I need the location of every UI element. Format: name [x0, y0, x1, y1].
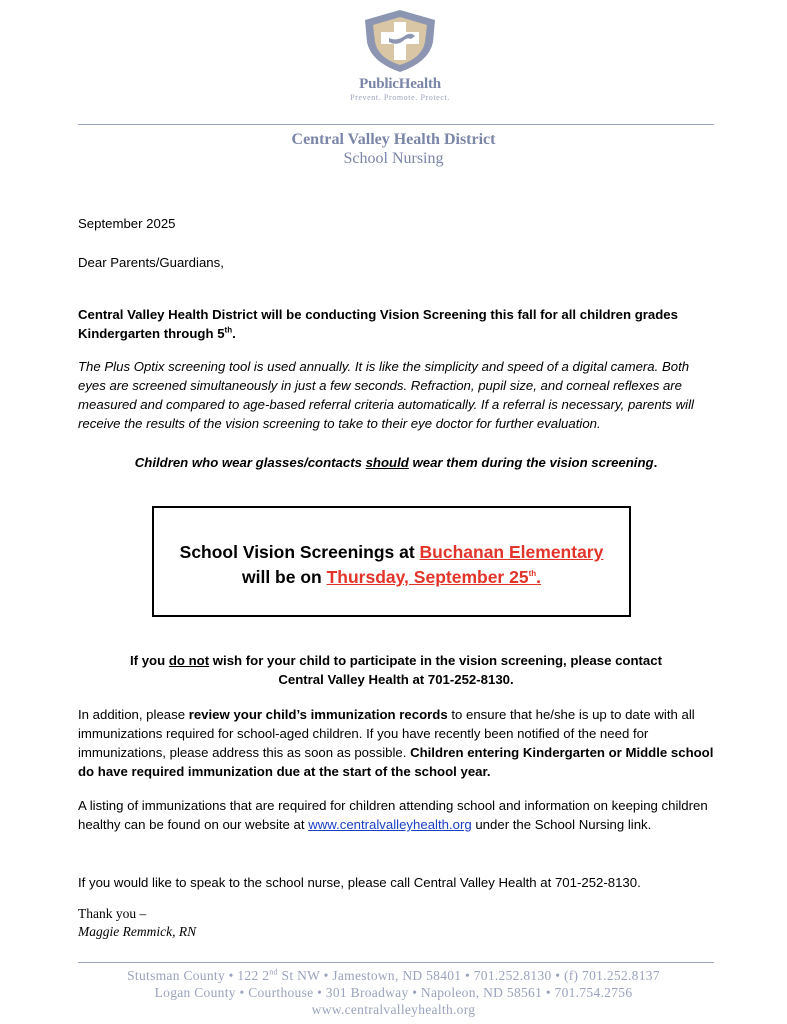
- immun-bold-1: review your child’s immunization records: [188, 707, 448, 722]
- opt-out-notice: [78, 651, 714, 689]
- logo-name: PublicHealth: [359, 76, 441, 92]
- immunization-listing-paragraph: [78, 796, 718, 834]
- website-link[interactable]: www.centralvalleyhealth.org: [308, 817, 472, 832]
- optout-pre: If you: [130, 653, 169, 668]
- footer-address-stutsman: [0, 968, 787, 984]
- screening-date-end: .: [536, 567, 541, 587]
- listing-post: under the School Nursing link.: [471, 817, 652, 832]
- box-line1-pre: School Vision Screenings at: [179, 542, 420, 562]
- footer-address-logan: Logan County • Courthouse • 301 Broadway • Napoleon, ND 58561 • 701.754.2756: [154, 985, 633, 1000]
- logo-tagline: Prevent. Promote. Protect.: [350, 93, 450, 102]
- intro-end: .: [232, 326, 236, 341]
- screening-date-box: [152, 506, 631, 617]
- signature: Maggie Remmick, RN: [78, 924, 197, 939]
- optout-emphasis: do not: [168, 653, 210, 668]
- glasses-emphasis: should: [365, 455, 409, 470]
- glasses-pre: Children who wear glasses/contacts: [134, 455, 366, 470]
- letter-date: September 2025: [78, 216, 176, 231]
- intro-paragraph: [78, 305, 718, 343]
- immun-text-2: to ensure that he/she is up to date with all immunizations required for school-aged children. If you have recently been notified of the need for immunizations, please address this as soon as possible.: [78, 707, 695, 760]
- salutation: Dear Parents/Guardians,: [78, 255, 224, 270]
- immunization-paragraph: [78, 705, 718, 781]
- department-name: School Nursing: [343, 150, 444, 167]
- box-line2-pre: will be on: [242, 567, 327, 587]
- intro-text: Central Valley Health District will be conducting Vision Screening this fall for all children grades Kindergarten through 5: [78, 307, 678, 341]
- listing-pre: A listing of immunizations that are required for children attending school and information on keeping children healthy can be found on our website at: [78, 798, 708, 832]
- footer-website[interactable]: www.centralvalleyhealth.org: [311, 1002, 476, 1017]
- footer-line1-post: St NW • Jamestown, ND 58401 • 701.252.8130 • (f) 701.252.8137: [277, 968, 660, 983]
- opt-out-line-1: [78, 651, 714, 670]
- footer-divider: [78, 962, 714, 963]
- immun-text-1: In addition, please: [78, 707, 189, 722]
- screening-date-text: Thursday, September 25: [326, 567, 529, 587]
- glasses-end: .: [653, 455, 658, 470]
- organization-name: Central Valley Health District: [291, 131, 496, 148]
- public-health-logo: [335, 8, 465, 110]
- immun-bold-2: Children entering Kindergarten or Middle school do have required immunization due at the start of the school year.: [78, 745, 714, 779]
- glasses-notice: [78, 453, 714, 472]
- nurse-contact-paragraph: If you would like to speak to the school nurse, please call Central Valley Health at 701-252-8130.: [78, 875, 641, 890]
- footer-line1-sup: nd: [269, 967, 278, 977]
- opt-out-line-2: Central Valley Health at 701-252-8130.: [278, 672, 514, 687]
- screening-description: The Plus Optix screening tool is used annually. It is like the simplicity and speed of a digital camera. Both eyes are screened simultaneously in just a few seconds. Refraction, pupil size, and corneal reflexes are measured and compared to age-based referral criteria automatically. If a referral is necessary, parents will receive the results of the vision screening to take to their eye doctor for further evaluation.: [78, 359, 694, 431]
- footer-line1-pre: Stutsman County • 122 2: [127, 968, 270, 983]
- signoff: [78, 905, 196, 941]
- screening-date-sup: th: [528, 569, 537, 579]
- screening-date: [327, 567, 541, 587]
- school-name: Buchanan Elementary: [419, 542, 604, 562]
- box-line-1: [154, 540, 629, 565]
- box-line-2: [154, 565, 629, 590]
- intro-superscript: th: [224, 325, 233, 335]
- header-divider: [78, 124, 714, 125]
- closing: Thank you –: [78, 906, 147, 921]
- glasses-post: wear them during the vision screening: [408, 455, 654, 470]
- optout-post: wish for your child to participate in the vision screening, please contact: [209, 653, 662, 668]
- shield-cross-icon: [361, 8, 439, 74]
